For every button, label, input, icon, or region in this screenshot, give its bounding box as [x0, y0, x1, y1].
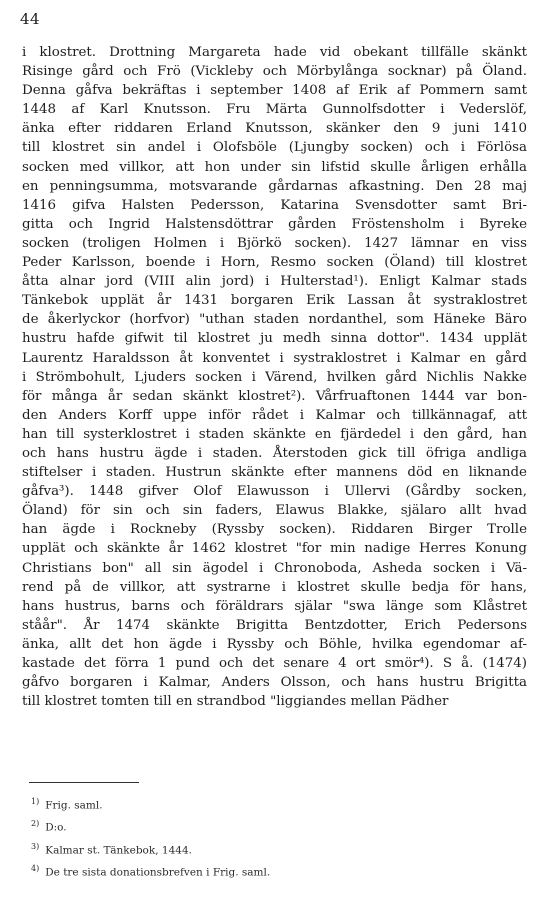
- text-line: hustru hafde gifwit til klostret ju medh sinna dottor". 1434 upplät: [22, 331, 527, 347]
- footnote: [31, 793, 511, 815]
- footnote-text: D:o.: [45, 821, 67, 834]
- text-line: i Strömbohult, Ljuders socken i Värend, hvilken gård Nichlis Nakke: [22, 369, 527, 385]
- text-line: 1448 af Karl Knutsson. Fru Märta Gunnolfsdotter i Vederslöf,: [22, 102, 527, 118]
- text-line: i klostret. Drottning Margareta hade vid obekant tillfälle skänkt: [22, 45, 527, 60]
- footnote-text: Kalmar st. Tänkebok, 1444.: [45, 844, 192, 857]
- text-line: han ägde i Rockneby (Ryssby socken). Riddaren Birger Trolle: [22, 522, 527, 538]
- text-line: Peder Karlsson, boende i Horn, Resmo socken (Öland) till klostret: [22, 255, 527, 271]
- text-line: en penningsumma, motsvarande gårdarnas afkastning. Den 28 maj: [22, 178, 527, 194]
- text-line: hans hustrus, barns och föräldrars själar "swa länge som Klåstret: [22, 598, 527, 614]
- footnote-mark: 2): [31, 819, 40, 829]
- text-line: kastade det förra 1 pund och det senare 4 ort smör⁴). S å. (1474): [22, 656, 527, 671]
- text-line: Denna gåfva bekräftas i september 1408 af Erik af Pommern samt: [22, 83, 527, 99]
- text-line: Christians bon" all sin ägodel i Chronoboda, Asheda socken i Vä-: [22, 560, 527, 576]
- footnote-mark: 1): [31, 797, 40, 806]
- footnote-mark: 3): [31, 841, 40, 851]
- text-line: och hans hustru ägde i staden. Återstoden gick till öfriga andliga: [22, 445, 527, 461]
- text-line: änka efter riddaren Erland Knutsson, skänker den 9 juni 1410: [22, 121, 527, 137]
- page-number: 44: [20, 10, 41, 28]
- text-line: gitta och Ingrid Halstensdöttrar gården Fröstensholm i Byreke: [22, 216, 527, 232]
- text-line: änka, allt det hon ägde i Ryssby och Böhle, hvilka egendomar af-: [22, 636, 527, 652]
- text-line: de åkerlyckor (horfvor) "uthan staden nordanthel, som Häneke Bäro: [22, 312, 527, 328]
- text-line: gåfva³). 1448 gifver Olof Elawusson i Ullervi (Gårdby socken,: [22, 484, 527, 500]
- footnote-divider: [29, 782, 139, 783]
- footnote-text: De tre sista donationsbrefven i Frig. saml.: [45, 866, 271, 879]
- text-line: 1416 gifva Halsten Pedersson, Katarina Svensdotter samt Bri-: [22, 197, 527, 213]
- text-line: åtta alnar jord (VIII alin jord) i Hulterstad¹). Enligt Kalmar stads: [22, 274, 527, 290]
- footnotes: [31, 793, 511, 882]
- text-line: socken med villkor, att hon under sin lifstid skulle årligen erhålla: [22, 159, 527, 175]
- footnote-mark: 4): [31, 863, 40, 873]
- body-text: [22, 43, 527, 711]
- text-line: Risinge gård och Frö (Vickleby och Mörbylånga socknar) på Öland.: [22, 64, 527, 80]
- text-line: ståår". År 1474 skänkte Brigitta Bentzdotter, Erich Pedersons: [22, 617, 527, 633]
- text-line: den Anders Korff uppe inför rådet i Kalmar och tillkännagaf, att: [22, 407, 527, 423]
- text-line: till klostret tomten till en strandbod "liggiandes mellan Pädher: [22, 694, 449, 710]
- footnote: [31, 860, 511, 882]
- text-line: socken (troligen Holmen i Björkö socken). 1427 lämnar en viss: [22, 235, 527, 251]
- text-line: gåfvo borgaren i Kalmar, Anders Olsson, och hans hustru Brigitta: [22, 675, 527, 691]
- text-line: för många år sedan skänkt klostret²). Vårfruaftonen 1444 var bon-: [22, 388, 527, 404]
- text-line: upplät och skänkte år 1462 klostret "for min nadige Herres Konung: [22, 541, 527, 557]
- text-line: rend på de villkor, att systrarne i klostret skulle bedja för hans,: [22, 579, 527, 595]
- text-line: han till systerklostret i staden skänkte en fjärdedel i den gård, han: [22, 426, 527, 442]
- text-line: stiftelser i staden. Hustrun skänkte efter mannens död en liknande: [22, 465, 527, 481]
- text-line: Laurentz Haraldsson åt konventet i systraklostret i Kalmar en gård: [22, 350, 527, 366]
- text-line: Tänkebok upplät år 1431 borgaren Erik Lassan åt systraklostret: [22, 293, 527, 309]
- footnote: [31, 838, 511, 860]
- text-line: till klostret sin andel i Olofsböle (Ljungby socken) och i Förlösa: [22, 140, 527, 156]
- footnote: [31, 815, 511, 837]
- footnote-text: Frig. saml.: [45, 799, 103, 812]
- text-line: Öland) för sin och sin faders, Elawus Blakke, själaro allt hvad: [22, 503, 527, 519]
